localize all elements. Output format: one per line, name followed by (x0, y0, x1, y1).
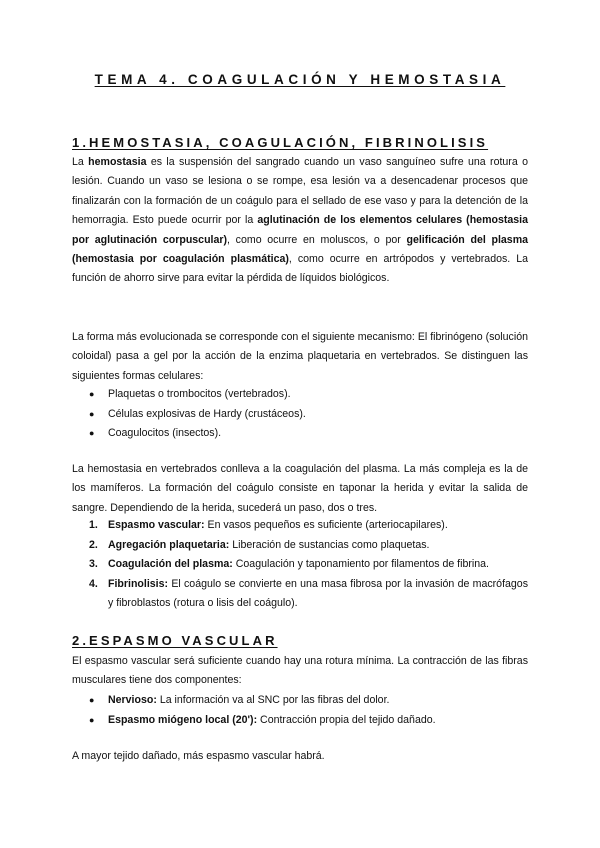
list-item (72, 385, 528, 405)
step-term: Espasmo vascular: (108, 519, 205, 531)
term-aglutinacion: aglutinación de los elementos celulares (hemostasia por aglutinación corpuscular) (72, 214, 529, 246)
components-list (72, 691, 528, 730)
section-1-paragraph-1 (72, 153, 528, 289)
list-item (72, 555, 528, 575)
cell-forms-list (72, 385, 528, 444)
step-text: Liberación de sustancias como plaquetas. (229, 538, 430, 551)
list-item (72, 575, 528, 614)
section-2-paragraph-1: El espasmo vascular será suficiente cuando hay una rotura mínima. La contracción de las fibras musculares tiene dos componentes: (72, 655, 528, 687)
list-item (72, 424, 528, 444)
list-item-text: Contracción propia del tejido dañado. (257, 713, 436, 726)
list-item-term: Espasmo miógeno local (20'): (108, 713, 258, 726)
list-item (72, 516, 528, 536)
document-title: TEMA 4. COAGULACIÓN Y HEMOSTASIA (94, 72, 506, 87)
step-number: 4. (89, 577, 98, 590)
step-term: Agregación plaquetaria: (108, 538, 230, 551)
section-1-heading: 1.HEMOSTASIA, COAGULACIÓN, FIBRINOLISIS (72, 135, 489, 150)
bullet-icon: ● (89, 428, 95, 438)
section-2-heading: 2.ESPASMO VASCULAR (72, 633, 278, 648)
term-hemostasia: hemostasia (88, 156, 147, 168)
text-run: , como ocurre en artrópodos y vertebrados. La función de ahorro sirve para evitar la pérdida de líquidos biológicos. (72, 253, 528, 285)
list-item (72, 536, 528, 556)
list-item (72, 405, 528, 425)
text-run: es la suspensión del sangrado cuando un vaso sanguíneo sufre una rotura o lesión. Cuando un vaso se lesiona o se rompe, esa lesión va a desencadenar procesos que finalizarán con la formación de un coágulo para el sellado de ese vaso y para la detención de la hemorragia. Esto puede ocurrir por la (72, 156, 528, 227)
step-text: Coagulación y taponamiento por filamentos de fibrina. (232, 558, 489, 570)
bullet-icon: ● (89, 408, 95, 419)
list-item-text: Células explosivas de Hardy (crustáceos). (108, 407, 306, 420)
list-item-text: La información va al SNC por las fibras del dolor. (156, 694, 390, 706)
section-1-paragraph-2: La forma más evolucionada se corresponde con el siguiente mecanismo: El fibrinógeno (solución coloidal) pasa a gel por la acción de la enzima plaquetaria en vertebrados. Se distinguen las siguientes formas celulares: (72, 331, 528, 382)
step-text: En vasos pequeños es suficiente (arteriocapilares). (204, 519, 448, 531)
step-term: Coagulación del plasma: (108, 558, 233, 570)
list-item (72, 691, 528, 711)
term-gelificacion: gelificación del plasma (hemostasia por coagulación plasmática) (72, 233, 529, 266)
step-term: Fibrinolisis: (108, 577, 169, 590)
step-number: 1. (89, 519, 98, 531)
list-item-text: Plaquetas o trombocitos (vertebrados). (108, 388, 291, 400)
bullet-icon: ● (89, 695, 95, 705)
step-number: 2. (89, 538, 98, 551)
hemostasis-steps-list (72, 516, 528, 614)
bullet-icon: ● (89, 714, 95, 725)
bullet-icon: ● (89, 389, 95, 399)
list-item-term: Nervioso: (108, 694, 157, 706)
text-run: La (72, 156, 89, 168)
step-text: El coágulo se convierte en una masa fibrosa por la invasión de macrófagos y fibroblastos (rotura o lisis del coágulo). (108, 577, 528, 609)
text-run: , como ocurre en moluscos, o por (227, 233, 407, 246)
section-1-paragraph-3: La hemostasia en vertebrados conlleva a la coagulación del plasma. La más compleja es la de los mamíferos. La formación del coágulo consiste en taponar la herida y evitar la salida de sangre. Dependiendo de la herida, sucederá un paso, dos o tres. (72, 463, 528, 514)
section-2-paragraph-2: A mayor tejido dañado, más espasmo vascular habrá. (72, 750, 325, 762)
step-number: 3. (89, 558, 98, 570)
list-item (72, 711, 528, 731)
list-item-text: Coagulocitos (insectos). (108, 427, 222, 439)
